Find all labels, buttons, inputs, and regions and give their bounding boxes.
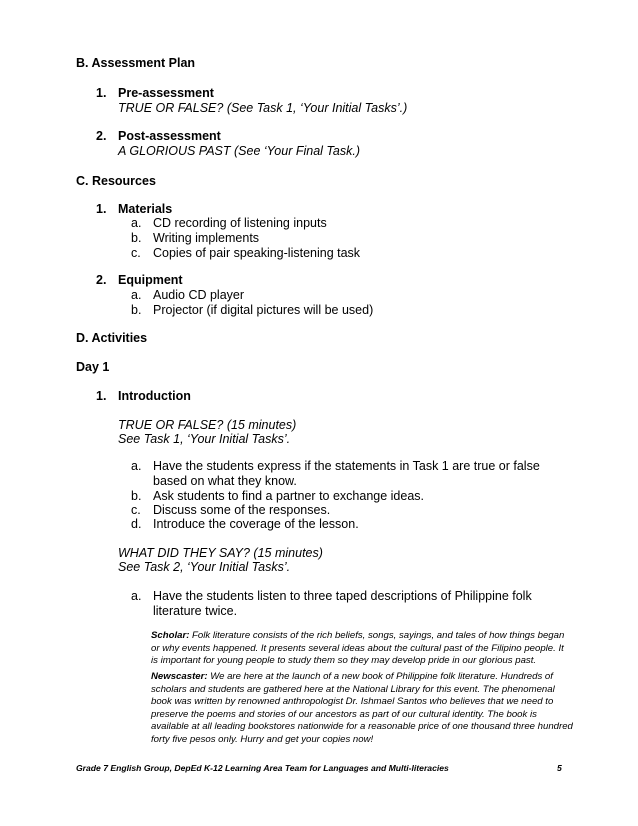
equipment-line-a bbox=[131, 288, 244, 302]
item-number: 2. bbox=[96, 273, 107, 287]
description-line: book was written by renowned anthropologist Dr. Ishmael Santos who believes that we need to bbox=[151, 696, 554, 707]
scholar-description bbox=[151, 630, 571, 668]
task2-reference: See Task 2, ‘Your Initial Tasks’. bbox=[118, 560, 291, 574]
speaker-label: Newscaster: bbox=[151, 671, 208, 682]
page-number: 5 bbox=[557, 763, 562, 773]
materials-line-a bbox=[131, 216, 327, 230]
section-c-heading: C. Resources bbox=[76, 174, 156, 188]
post-assessment-item bbox=[96, 129, 221, 143]
description-text: We are here at the launch of a new book of Philippine folk literature. Hundreds of bbox=[207, 671, 553, 682]
list-text: Discuss some of the responses. bbox=[153, 503, 331, 517]
item-title: Introduction bbox=[118, 389, 191, 403]
task1-step-d bbox=[131, 517, 359, 531]
description-line bbox=[151, 671, 571, 684]
task1-reference: See Task 1, ‘Your Initial Tasks’. bbox=[118, 432, 291, 446]
list-letter: d. bbox=[131, 517, 142, 531]
description-text: Folk literature consists of the rich beliefs, songs, sayings, and tales of how things began bbox=[189, 630, 565, 641]
post-assessment-detail: A GLORIOUS PAST (See ‘Your Final Task.) bbox=[118, 144, 360, 158]
list-letter: c. bbox=[131, 503, 141, 517]
description-line: preserve the poems and stories of our ancestors as part of our cultural identity. The book is bbox=[151, 708, 537, 720]
list-letter: a. bbox=[131, 288, 142, 302]
section-b-heading: B. Assessment Plan bbox=[76, 56, 196, 70]
description-line: or why events happened. It presents several ideas about the cultural past of the Filipino people. It bbox=[151, 642, 564, 654]
list-letter: b. bbox=[131, 231, 142, 245]
item-number: 1. bbox=[96, 86, 107, 100]
list-letter: b. bbox=[131, 303, 142, 317]
description-line: is important for young people to study them so they may develop pride in our glorious past. bbox=[151, 655, 537, 666]
task2-step-a bbox=[131, 589, 532, 603]
task1-title: TRUE OR FALSE? (15 minutes) bbox=[118, 418, 297, 432]
speaker-label: Scholar: bbox=[151, 630, 190, 641]
list-text: Have the students listen to three taped descriptions of Philippine folk bbox=[153, 589, 532, 603]
description-line: available at all leading bookstores nationwide for a reasonable price of one thousand three hundred bbox=[151, 721, 573, 732]
item-title: Materials bbox=[118, 202, 173, 216]
footer-text: Grade 7 English Group, DepEd K-12 Learning Area Team for Languages and Multi-literacies bbox=[76, 763, 449, 773]
description-line: scholars and students are gathered here at the National Library for this event. The phenomenal bbox=[151, 683, 555, 695]
pre-assessment-item bbox=[96, 86, 214, 100]
materials-line-c bbox=[131, 246, 360, 260]
list-text: Projector (if digital pictures will be used) bbox=[153, 303, 374, 317]
item-number: 1. bbox=[96, 202, 107, 216]
equipment-item bbox=[96, 273, 183, 287]
equipment-line-b bbox=[131, 303, 373, 317]
list-text: Have the students express if the statements in Task 1 are true or false bbox=[153, 459, 540, 473]
list-text: Ask students to find a partner to exchange ideas. bbox=[153, 489, 425, 503]
description-line bbox=[151, 630, 571, 643]
list-text: Writing implements bbox=[153, 231, 260, 245]
item-number: 2. bbox=[96, 129, 107, 143]
list-letter: a. bbox=[131, 589, 142, 603]
introduction-item bbox=[96, 389, 191, 403]
list-letter: b. bbox=[131, 489, 142, 503]
section-d-heading: D. Activities bbox=[76, 331, 148, 345]
task2-step-a-continued: literature twice. bbox=[153, 604, 238, 618]
materials-line-b bbox=[131, 231, 259, 245]
task1-step-a bbox=[131, 459, 540, 473]
task1-step-b bbox=[131, 489, 424, 503]
task2-title: WHAT DID THEY SAY? (15 minutes) bbox=[118, 546, 323, 560]
list-text: Audio CD player bbox=[153, 288, 245, 302]
task1-step-a-continued: based on what they know. bbox=[153, 474, 297, 488]
list-text: CD recording of listening inputs bbox=[153, 216, 327, 230]
list-letter: c. bbox=[131, 246, 141, 260]
item-number: 1. bbox=[96, 389, 107, 403]
pre-assessment-detail: TRUE OR FALSE? (See Task 1, ‘Your Initial Tasks’.) bbox=[118, 101, 408, 115]
list-letter: a. bbox=[131, 216, 142, 230]
newscaster-description bbox=[151, 671, 571, 746]
task1-step-c bbox=[131, 503, 330, 517]
description-line: forty five pesos only. Hurry and get your copies now! bbox=[151, 733, 374, 745]
list-text: Introduce the coverage of the lesson. bbox=[153, 517, 359, 531]
item-title: Post-assessment bbox=[118, 129, 221, 143]
list-letter: a. bbox=[131, 459, 142, 473]
list-text: Copies of pair speaking-listening task bbox=[153, 246, 361, 260]
materials-item bbox=[96, 202, 172, 216]
day-heading: Day 1 bbox=[76, 360, 110, 374]
item-title: Pre-assessment bbox=[118, 86, 214, 100]
item-title: Equipment bbox=[118, 273, 183, 287]
